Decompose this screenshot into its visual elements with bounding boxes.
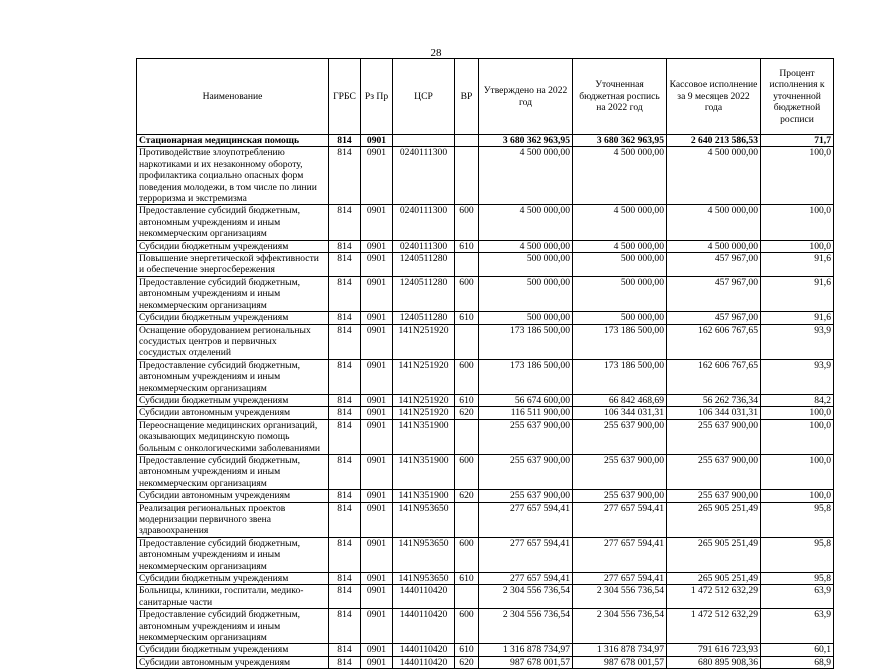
header-name: Наименование — [137, 59, 329, 135]
table-row — [137, 312, 834, 324]
cell-grbs: 814 — [329, 253, 361, 277]
cell-name: Противодействие злоупотреблению наркотиками и их незаконному обороту, профилактика социально опасных форм поведения молодежи, в том числе по линии терроризма и экстремизма — [137, 147, 329, 205]
cell-approved: 277 657 594,41 — [479, 502, 573, 537]
cell-vr: 600 — [455, 276, 479, 311]
cell-approved: 4 500 000,00 — [479, 147, 573, 205]
cell-refined: 1 316 878 734,97 — [573, 644, 667, 656]
table-row — [137, 537, 834, 572]
table-row — [137, 656, 834, 668]
cell-cash: 4 500 000,00 — [667, 147, 761, 205]
cell-csr: 1240511280 — [393, 276, 455, 311]
cell-vr — [455, 253, 479, 277]
cell-rzpr: 0901 — [361, 407, 393, 419]
cell-cash: 265 905 251,49 — [667, 502, 761, 537]
cell-cash: 255 637 900,00 — [667, 419, 761, 454]
cell-cash: 791 616 723,93 — [667, 644, 761, 656]
cell-grbs: 814 — [329, 394, 361, 406]
cell-grbs: 814 — [329, 407, 361, 419]
cell-cash: 255 637 900,00 — [667, 454, 761, 489]
cell-grbs: 814 — [329, 502, 361, 537]
table-row — [137, 147, 834, 205]
cell-approved: 500 000,00 — [479, 312, 573, 324]
cell-grbs: 814 — [329, 585, 361, 609]
cell-approved: 1 316 878 734,97 — [479, 644, 573, 656]
cell-grbs: 814 — [329, 419, 361, 454]
cell-csr: 141N351900 — [393, 490, 455, 502]
cell-name: Предоставление субсидий бюджетным, автономным учреждениям и иным некоммерческим организациям — [137, 537, 329, 572]
cell-vr — [455, 135, 479, 147]
cell-csr: 141N351900 — [393, 419, 455, 454]
cell-percent: 91,6 — [761, 253, 834, 277]
cell-refined: 255 637 900,00 — [573, 490, 667, 502]
cell-cash: 106 344 031,31 — [667, 407, 761, 419]
cell-refined: 173 186 500,00 — [573, 359, 667, 394]
table-row — [137, 585, 834, 609]
cell-csr: 141N251920 — [393, 324, 455, 359]
cell-grbs: 814 — [329, 656, 361, 668]
cell-grbs: 814 — [329, 644, 361, 656]
cell-name: Реализация региональных проектов модернизации первичного звена здравоохранения — [137, 502, 329, 537]
cell-rzpr: 0901 — [361, 490, 393, 502]
cell-grbs: 814 — [329, 135, 361, 147]
cell-refined: 277 657 594,41 — [573, 502, 667, 537]
table-row — [137, 490, 834, 502]
cell-grbs: 814 — [329, 490, 361, 502]
cell-approved: 277 657 594,41 — [479, 573, 573, 585]
cell-name: Субсидии бюджетным учреждениям — [137, 240, 329, 252]
cell-percent: 100,0 — [761, 240, 834, 252]
cell-name: Субсидии автономным учреждениям — [137, 656, 329, 668]
cell-cash: 1 472 512 632,29 — [667, 609, 761, 644]
table-row — [137, 253, 834, 277]
cell-percent: 100,0 — [761, 419, 834, 454]
cell-rzpr: 0901 — [361, 147, 393, 205]
cell-approved: 173 186 500,00 — [479, 324, 573, 359]
cell-csr: 0240111300 — [393, 240, 455, 252]
cell-csr: 1440110420 — [393, 609, 455, 644]
cell-vr: 620 — [455, 490, 479, 502]
cell-csr: 1240511280 — [393, 253, 455, 277]
cell-refined: 500 000,00 — [573, 312, 667, 324]
cell-percent: 100,0 — [761, 147, 834, 205]
cell-cash: 162 606 767,65 — [667, 359, 761, 394]
cell-approved: 4 500 000,00 — [479, 240, 573, 252]
table-row — [137, 205, 834, 240]
cell-name: Предоставление субсидий бюджетным, автономным учреждениям и иным некоммерческим организациям — [137, 205, 329, 240]
cell-grbs: 814 — [329, 359, 361, 394]
cell-grbs: 814 — [329, 454, 361, 489]
cell-csr: 1440110420 — [393, 644, 455, 656]
cell-vr: 610 — [455, 573, 479, 585]
cell-refined: 106 344 031,31 — [573, 407, 667, 419]
cell-percent: 95,8 — [761, 502, 834, 537]
cell-csr: 141N251920 — [393, 394, 455, 406]
cell-percent: 93,9 — [761, 324, 834, 359]
cell-vr: 600 — [455, 454, 479, 489]
cell-name: Предоставление субсидий бюджетным, автономным учреждениям и иным некоммерческим организациям — [137, 359, 329, 394]
cell-vr: 600 — [455, 609, 479, 644]
cell-percent: 84,2 — [761, 394, 834, 406]
cell-vr — [455, 147, 479, 205]
table-row — [137, 394, 834, 406]
cell-vr — [455, 419, 479, 454]
cell-vr: 600 — [455, 205, 479, 240]
cell-rzpr: 0901 — [361, 419, 393, 454]
cell-cash: 457 967,00 — [667, 276, 761, 311]
cell-rzpr: 0901 — [361, 253, 393, 277]
table-row — [137, 407, 834, 419]
cell-csr: 0240111300 — [393, 147, 455, 205]
cell-approved: 277 657 594,41 — [479, 537, 573, 572]
cell-grbs: 814 — [329, 240, 361, 252]
cell-vr: 610 — [455, 644, 479, 656]
cell-vr: 600 — [455, 537, 479, 572]
page-number: 28 — [430, 47, 442, 59]
table-row — [137, 502, 834, 537]
cell-rzpr: 0901 — [361, 609, 393, 644]
cell-csr: 141N251920 — [393, 359, 455, 394]
cell-grbs: 814 — [329, 609, 361, 644]
cell-vr: 610 — [455, 394, 479, 406]
cell-approved: 255 637 900,00 — [479, 419, 573, 454]
cell-approved: 500 000,00 — [479, 253, 573, 277]
cell-name: Повышение энергетической эффективности и обеспечение энергосбережения — [137, 253, 329, 277]
cell-cash: 2 640 213 586,53 — [667, 135, 761, 147]
cell-cash: 265 905 251,49 — [667, 573, 761, 585]
table-row — [137, 609, 834, 644]
cell-approved: 2 304 556 736,54 — [479, 609, 573, 644]
table-row — [137, 419, 834, 454]
cell-refined: 987 678 001,57 — [573, 656, 667, 668]
cell-cash: 1 472 512 632,29 — [667, 585, 761, 609]
cell-grbs: 814 — [329, 537, 361, 572]
cell-vr: 600 — [455, 359, 479, 394]
cell-rzpr: 0901 — [361, 454, 393, 489]
cell-name: Субсидии бюджетным учреждениям — [137, 644, 329, 656]
table-row — [137, 454, 834, 489]
cell-percent: 63,9 — [761, 585, 834, 609]
cell-percent: 71,7 — [761, 135, 834, 147]
cell-name: Оснащение оборудованием региональных сосудистых центров и первичных сосудистых отделений — [137, 324, 329, 359]
cell-name: Предоставление субсидий бюджетным, автономным учреждениям и иным некоммерческим организациям — [137, 609, 329, 644]
cell-cash: 265 905 251,49 — [667, 537, 761, 572]
cell-approved: 255 637 900,00 — [479, 454, 573, 489]
cell-refined: 4 500 000,00 — [573, 240, 667, 252]
cell-rzpr: 0901 — [361, 359, 393, 394]
cell-refined: 500 000,00 — [573, 253, 667, 277]
cell-csr: 141N953650 — [393, 502, 455, 537]
cell-rzpr: 0901 — [361, 324, 393, 359]
cell-name: Субсидии автономным учреждениям — [137, 407, 329, 419]
cell-rzpr: 0901 — [361, 656, 393, 668]
cell-grbs: 814 — [329, 573, 361, 585]
cell-rzpr: 0901 — [361, 502, 393, 537]
cell-cash: 162 606 767,65 — [667, 324, 761, 359]
table-row — [137, 240, 834, 252]
header-cash: Кассовое исполнение за 9 месяцев 2022 года — [667, 59, 761, 135]
cell-grbs: 814 — [329, 324, 361, 359]
cell-percent: 91,6 — [761, 276, 834, 311]
cell-csr — [393, 135, 455, 147]
cell-refined: 277 657 594,41 — [573, 573, 667, 585]
cell-cash: 56 262 736,34 — [667, 394, 761, 406]
cell-approved: 2 304 556 736,54 — [479, 585, 573, 609]
table-body — [137, 135, 834, 669]
cell-percent: 95,8 — [761, 537, 834, 572]
cell-vr: 610 — [455, 312, 479, 324]
cell-approved: 255 637 900,00 — [479, 490, 573, 502]
cell-refined: 277 657 594,41 — [573, 537, 667, 572]
cell-rzpr: 0901 — [361, 276, 393, 311]
cell-cash: 457 967,00 — [667, 253, 761, 277]
cell-cash: 255 637 900,00 — [667, 490, 761, 502]
cell-refined: 2 304 556 736,54 — [573, 609, 667, 644]
cell-name: Предоставление субсидий бюджетным, автономным учреждениям и иным некоммерческим организациям — [137, 276, 329, 311]
cell-approved: 56 674 600,00 — [479, 394, 573, 406]
cell-csr: 141N251920 — [393, 407, 455, 419]
header-vr: ВР — [455, 59, 479, 135]
table-row — [137, 276, 834, 311]
cell-csr: 0240111300 — [393, 205, 455, 240]
cell-grbs: 814 — [329, 205, 361, 240]
cell-percent: 63,9 — [761, 609, 834, 644]
cell-name: Переоснащение медицинских организаций, оказывающих медицинскую помощь больным с онкологическими заболеваниями — [137, 419, 329, 454]
cell-rzpr: 0901 — [361, 135, 393, 147]
cell-grbs: 814 — [329, 147, 361, 205]
cell-rzpr: 0901 — [361, 394, 393, 406]
cell-rzpr: 0901 — [361, 585, 393, 609]
header-grbs: ГРБС — [329, 59, 361, 135]
cell-percent: 93,9 — [761, 359, 834, 394]
cell-vr — [455, 324, 479, 359]
cell-csr: 141N351900 — [393, 454, 455, 489]
cell-csr: 1440110420 — [393, 585, 455, 609]
cell-refined: 4 500 000,00 — [573, 147, 667, 205]
cell-approved: 4 500 000,00 — [479, 205, 573, 240]
table-row — [137, 135, 834, 147]
cell-rzpr: 0901 — [361, 537, 393, 572]
table-row — [137, 644, 834, 656]
cell-percent: 60,1 — [761, 644, 834, 656]
header-refined: Уточненная бюджетная роспись на 2022 год — [573, 59, 667, 135]
cell-percent: 100,0 — [761, 490, 834, 502]
header-csr: ЦСР — [393, 59, 455, 135]
cell-approved: 3 680 362 963,95 — [479, 135, 573, 147]
header-rzpr: Рз Пр — [361, 59, 393, 135]
cell-name: Субсидии бюджетным учреждениям — [137, 312, 329, 324]
header-percent: Процент исполнения к уточненной бюджетной росписи — [761, 59, 834, 135]
cell-approved: 987 678 001,57 — [479, 656, 573, 668]
table-row — [137, 359, 834, 394]
cell-name: Субсидии бюджетным учреждениям — [137, 394, 329, 406]
cell-grbs: 814 — [329, 276, 361, 311]
cell-vr — [455, 585, 479, 609]
cell-refined: 255 637 900,00 — [573, 419, 667, 454]
cell-cash: 680 895 908,36 — [667, 656, 761, 668]
table-row — [137, 324, 834, 359]
cell-vr: 620 — [455, 407, 479, 419]
cell-refined: 3 680 362 963,95 — [573, 135, 667, 147]
cell-csr: 141N953650 — [393, 537, 455, 572]
cell-percent: 100,0 — [761, 454, 834, 489]
cell-csr: 1440110420 — [393, 656, 455, 668]
cell-approved: 500 000,00 — [479, 276, 573, 311]
cell-cash: 457 967,00 — [667, 312, 761, 324]
cell-csr: 141N953650 — [393, 573, 455, 585]
cell-refined: 4 500 000,00 — [573, 205, 667, 240]
cell-name: Предоставление субсидий бюджетным, автономным учреждениям и иным некоммерческим организациям — [137, 454, 329, 489]
budget-execution-table — [136, 58, 834, 669]
cell-vr — [455, 502, 479, 537]
cell-percent: 95,8 — [761, 573, 834, 585]
cell-refined: 500 000,00 — [573, 276, 667, 311]
cell-refined: 255 637 900,00 — [573, 454, 667, 489]
cell-approved: 116 511 900,00 — [479, 407, 573, 419]
cell-vr: 610 — [455, 240, 479, 252]
cell-percent: 100,0 — [761, 407, 834, 419]
cell-percent: 91,6 — [761, 312, 834, 324]
table-row — [137, 573, 834, 585]
cell-approved: 173 186 500,00 — [479, 359, 573, 394]
cell-rzpr: 0901 — [361, 312, 393, 324]
header-approved: Утверждено на 2022 год — [479, 59, 573, 135]
cell-percent: 100,0 — [761, 205, 834, 240]
cell-cash: 4 500 000,00 — [667, 240, 761, 252]
cell-refined: 173 186 500,00 — [573, 324, 667, 359]
cell-vr: 620 — [455, 656, 479, 668]
cell-name: Субсидии бюджетным учреждениям — [137, 573, 329, 585]
cell-cash: 4 500 000,00 — [667, 205, 761, 240]
cell-refined: 2 304 556 736,54 — [573, 585, 667, 609]
cell-rzpr: 0901 — [361, 205, 393, 240]
cell-name: Субсидии автономным учреждениям — [137, 490, 329, 502]
table-header-row — [137, 59, 834, 135]
cell-csr: 1240511280 — [393, 312, 455, 324]
cell-rzpr: 0901 — [361, 573, 393, 585]
cell-rzpr: 0901 — [361, 644, 393, 656]
cell-name: Стационарная медицинская помощь — [137, 135, 329, 147]
cell-name: Больницы, клиники, госпитали, медико-санитарные части — [137, 585, 329, 609]
cell-grbs: 814 — [329, 312, 361, 324]
cell-refined: 66 842 468,69 — [573, 394, 667, 406]
cell-percent: 68,9 — [761, 656, 834, 668]
cell-rzpr: 0901 — [361, 240, 393, 252]
